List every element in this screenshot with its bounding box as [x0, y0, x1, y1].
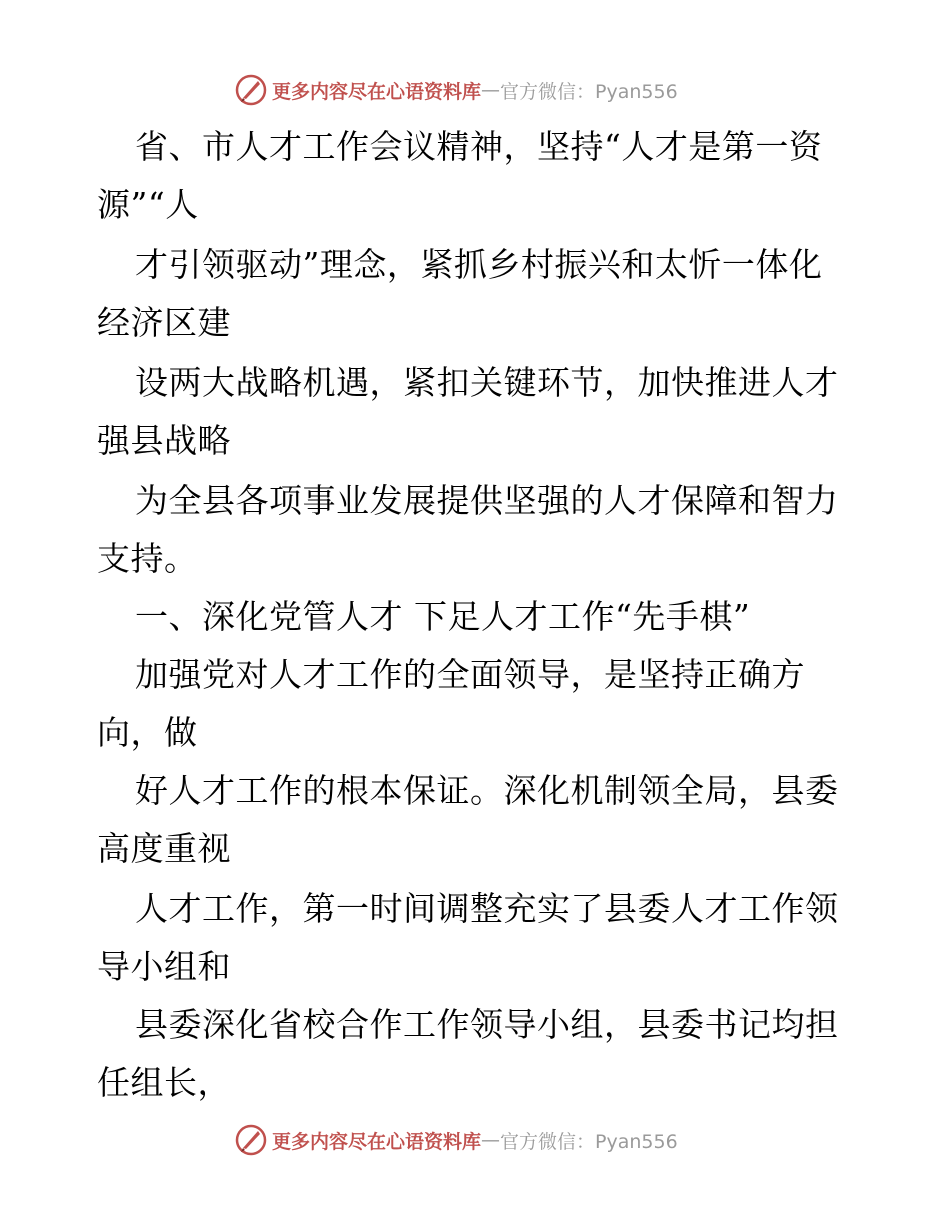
text-line: 省、市人才工作会议精神，坚持“人才是第一资 [135, 127, 823, 166]
text-line: 向，做 [97, 713, 198, 752]
watermark-main-text: 更多内容尽在心语资料库 [272, 80, 482, 103]
watermark-header [234, 73, 678, 107]
text-line: 经济区建 [97, 303, 231, 342]
quill-logo-icon [234, 73, 268, 107]
text-line: 导小组和 [97, 947, 231, 986]
text-line: 支持。 [97, 539, 198, 578]
text-line: 加强党对人才工作的全面领导，是坚持正确方 [135, 655, 805, 694]
quill-logo-icon [234, 1123, 268, 1157]
text-line: 为全县各项事业发展提供坚强的人才保障和智力 [135, 481, 839, 520]
text-line: 强县战略 [97, 421, 231, 460]
text-line: 好人才工作的根本保证。深化机制领全局，县委 [135, 771, 839, 810]
text-line: 人才工作，第一时间调整充实了县委人才工作领 [135, 889, 839, 928]
watermark-wechat-text: 官方微信：Pyan556 [500, 1130, 678, 1153]
text-line: 任组长， [97, 1063, 231, 1102]
watermark-wechat-text: 官方微信：Pyan556 [500, 80, 678, 103]
text-line: 县委深化省校合作工作领导小组，县委书记均担 [135, 1005, 839, 1044]
section-heading: 一、深化党管人才 下足人才工作“先手棋” [135, 597, 751, 636]
text-line: 高度重视 [97, 829, 231, 868]
watermark-dash: — [481, 79, 501, 101]
watermark-main-text: 更多内容尽在心语资料库 [272, 1130, 482, 1153]
watermark-dash: — [481, 1129, 501, 1151]
watermark-footer [234, 1123, 678, 1157]
text-line: 设两大战略机遇，紧扣关键环节，加快推进人才 [135, 363, 839, 402]
text-line: 才引领驱动”理念，紧抓乡村振兴和太忻一体化 [135, 245, 823, 284]
text-line: 源”“人 [97, 185, 199, 224]
